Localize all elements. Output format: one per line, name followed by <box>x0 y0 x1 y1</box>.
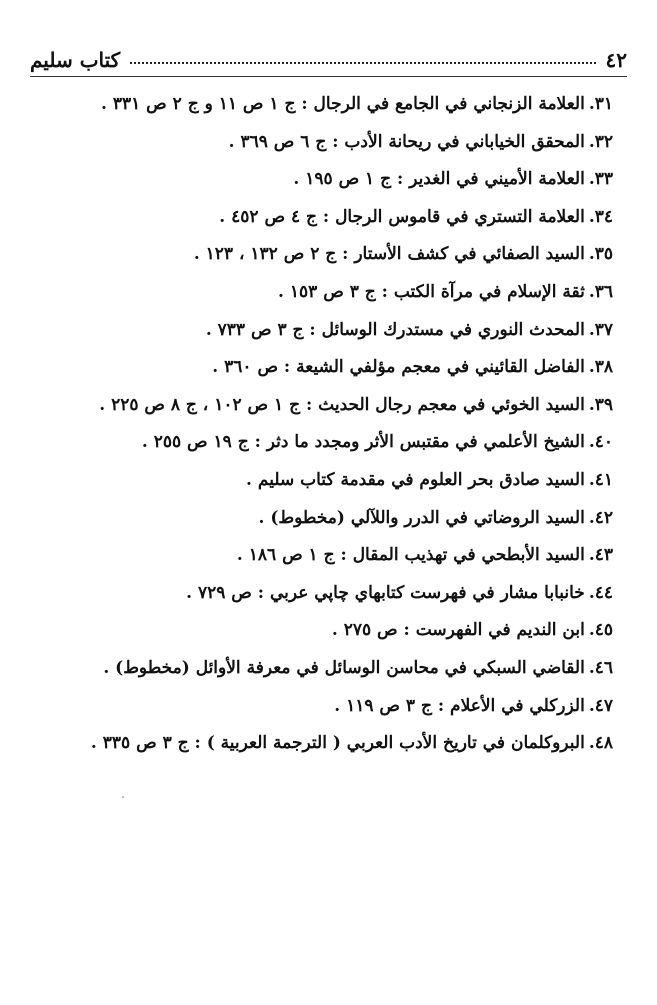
reference-text: الشيخ الأعلمي في مقتبس الأثر ومجدد ما دثر : ج ١٩ ص ٢٥٥ . <box>141 432 585 453</box>
reference-text: العلامة التستري في قاموس الرجال : ج ٤ ص ٤٥٢ . <box>219 206 585 227</box>
reference-item <box>33 349 613 387</box>
reference-item <box>33 274 613 312</box>
header-dot-leader <box>130 61 595 64</box>
reference-text: المحقق الخياباني في ريحانة الأدب : ج ٦ ص ٣٦٩ . <box>228 131 585 152</box>
reference-text: الزركلي في الأعلام : ج ٣ ص ١١٩ . <box>334 695 585 716</box>
reference-text: المحدث النوري في مستدرك الوسائل : ج ٣ ص ٧٣٣ . <box>205 319 585 340</box>
reference-text: ثقة الإسلام في مرآة الكتب : ج ٣ ص ١٥٣ . <box>278 281 585 302</box>
reference-text: السيد الصفائي في كشف الأستار : ج ٢ ص ١٣٢ ، ١٢٣ . <box>193 244 585 265</box>
reference-item <box>33 199 613 237</box>
reference-text: السيد الروضاتي في الدرر واللآلي (مخطوط) . <box>258 507 585 528</box>
reference-number: ٣٢. <box>588 131 613 152</box>
reference-item <box>33 725 613 763</box>
reference-number: ٤١. <box>588 469 613 490</box>
scan-speck <box>122 796 124 798</box>
reference-number: ٣٦. <box>588 281 613 302</box>
reference-item <box>33 387 613 425</box>
reference-text: خانبابا مشار في فهرست كتابهاي چاپي عربي : ص ٧٢٩ . <box>186 582 585 603</box>
header-rule <box>30 76 627 77</box>
reference-item <box>33 462 613 500</box>
reference-number: ٤٦. <box>588 657 613 678</box>
reference-item <box>33 124 613 162</box>
reference-text: الفاضل القائيني في معجم مؤلفي الشيعة : ص ٣٦٠ . <box>212 357 585 378</box>
reference-item <box>33 424 613 462</box>
reference-number: ٤٢. <box>588 507 613 528</box>
reference-item <box>33 86 613 124</box>
reference-item <box>33 612 613 650</box>
reference-item <box>33 688 613 726</box>
reference-list <box>33 86 613 763</box>
reference-text: البروكلمان في تاريخ الأدب العربي ( الترجمة العربية ) : ج ٣ ص ٣٣٥ . <box>90 733 585 754</box>
reference-item <box>33 161 613 199</box>
page-header <box>30 40 627 74</box>
reference-number: ٣٣. <box>588 169 613 190</box>
reference-text: السيد صادق بحر العلوم في مقدمة كتاب سليم . <box>246 469 585 490</box>
reference-text: العلامة الأميني في الغدير : ج ١ ص ١٩٥ . <box>293 169 585 190</box>
reference-number: ٣٤. <box>588 206 613 227</box>
reference-number: ٣٩. <box>588 394 613 415</box>
reference-number: ٤٧. <box>588 695 613 716</box>
reference-number: ٣٥. <box>588 244 613 265</box>
reference-number: ٤٨. <box>588 733 613 754</box>
running-title: كتاب سليم <box>30 48 121 72</box>
reference-number: ٣١. <box>588 94 613 114</box>
reference-text: القاضي السبكي في محاسن الوسائل في معرفة الأوائل (مخطوط) . <box>103 657 585 678</box>
reference-number: ٤٣. <box>588 545 613 566</box>
reference-item <box>33 650 613 688</box>
reference-item <box>33 312 613 350</box>
reference-item <box>33 537 613 575</box>
page-number: ٤٢ <box>605 48 627 72</box>
reference-number: ٣٨. <box>588 357 613 378</box>
reference-number: ٤٠. <box>588 432 613 453</box>
reference-item <box>33 500 613 538</box>
reference-item <box>33 236 613 274</box>
reference-item <box>33 575 613 613</box>
reference-text: العلامة الزنجاني في الجامع في الرجال : ج ١ ص ١١ و ج ٢ ص ٣٣١ . <box>101 94 585 114</box>
reference-number: ٤٥. <box>588 620 613 641</box>
reference-text: ابن النديم في الفهرست : ص ٢٧٥ . <box>331 620 585 641</box>
reference-text: السيد الخوئي في معجم رجال الحديث : ج ١ ص ١٠٢ ، ج ٨ ص ٢٢٥ . <box>99 394 585 415</box>
reference-text: السيد الأبطحي في تهذيب المقال : ج ١ ص ١٨٦ . <box>236 545 585 566</box>
reference-number: ٤٤. <box>588 582 613 603</box>
reference-number: ٣٧. <box>588 319 613 340</box>
